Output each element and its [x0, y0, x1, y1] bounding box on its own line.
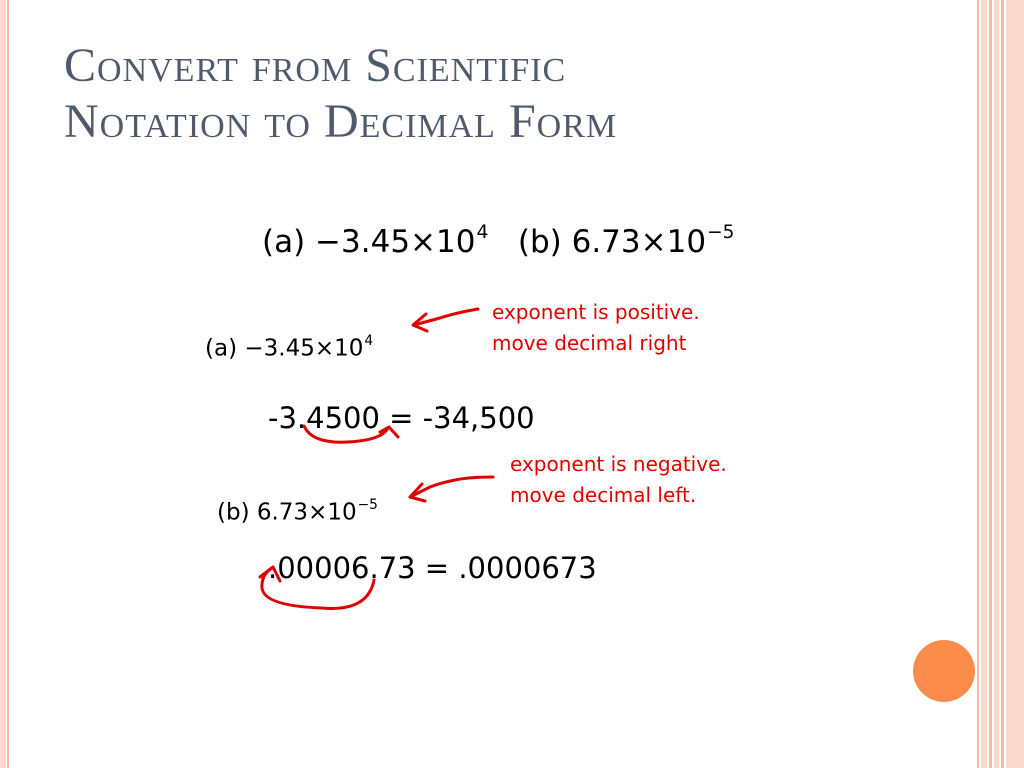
step-b-annotation-line-2: move decimal left. — [510, 483, 697, 507]
step-a-annotation-line-1: exponent is positive. — [492, 300, 700, 324]
problem-a-label: (a) — [262, 223, 306, 260]
step-b-work: .00006.73 = .0000673 — [268, 551, 597, 585]
decimal-move-left-curve-icon — [262, 568, 374, 608]
step-b-expression: (b) $6.73\times 10^{-5}$ — [217, 497, 378, 526]
problem-a-expression: $-3.45\times 10^4$ — [315, 222, 489, 260]
slide-title-line-1: Convert from Scientific — [64, 39, 567, 92]
arrow-b-shaft-icon — [412, 477, 493, 496]
step-a-expression: $(a) -3.45\times 10^4$ — [205, 333, 374, 362]
decorative-circle — [913, 640, 975, 702]
step-a-annotation-line-2: move decimal right — [492, 331, 687, 355]
decimal-move-right-curve-icon — [304, 426, 388, 442]
step-b-annotation-line-1: exponent is negative. — [510, 452, 727, 476]
problem-b-expression: $6.73\times 10^{-5}$ — [571, 222, 735, 260]
step-a-work: -3.4500 = -34,500 — [268, 401, 535, 435]
slide-title-line-2: Notation to Decimal Form — [64, 95, 618, 148]
problem-b-label: (b) — [517, 223, 562, 260]
